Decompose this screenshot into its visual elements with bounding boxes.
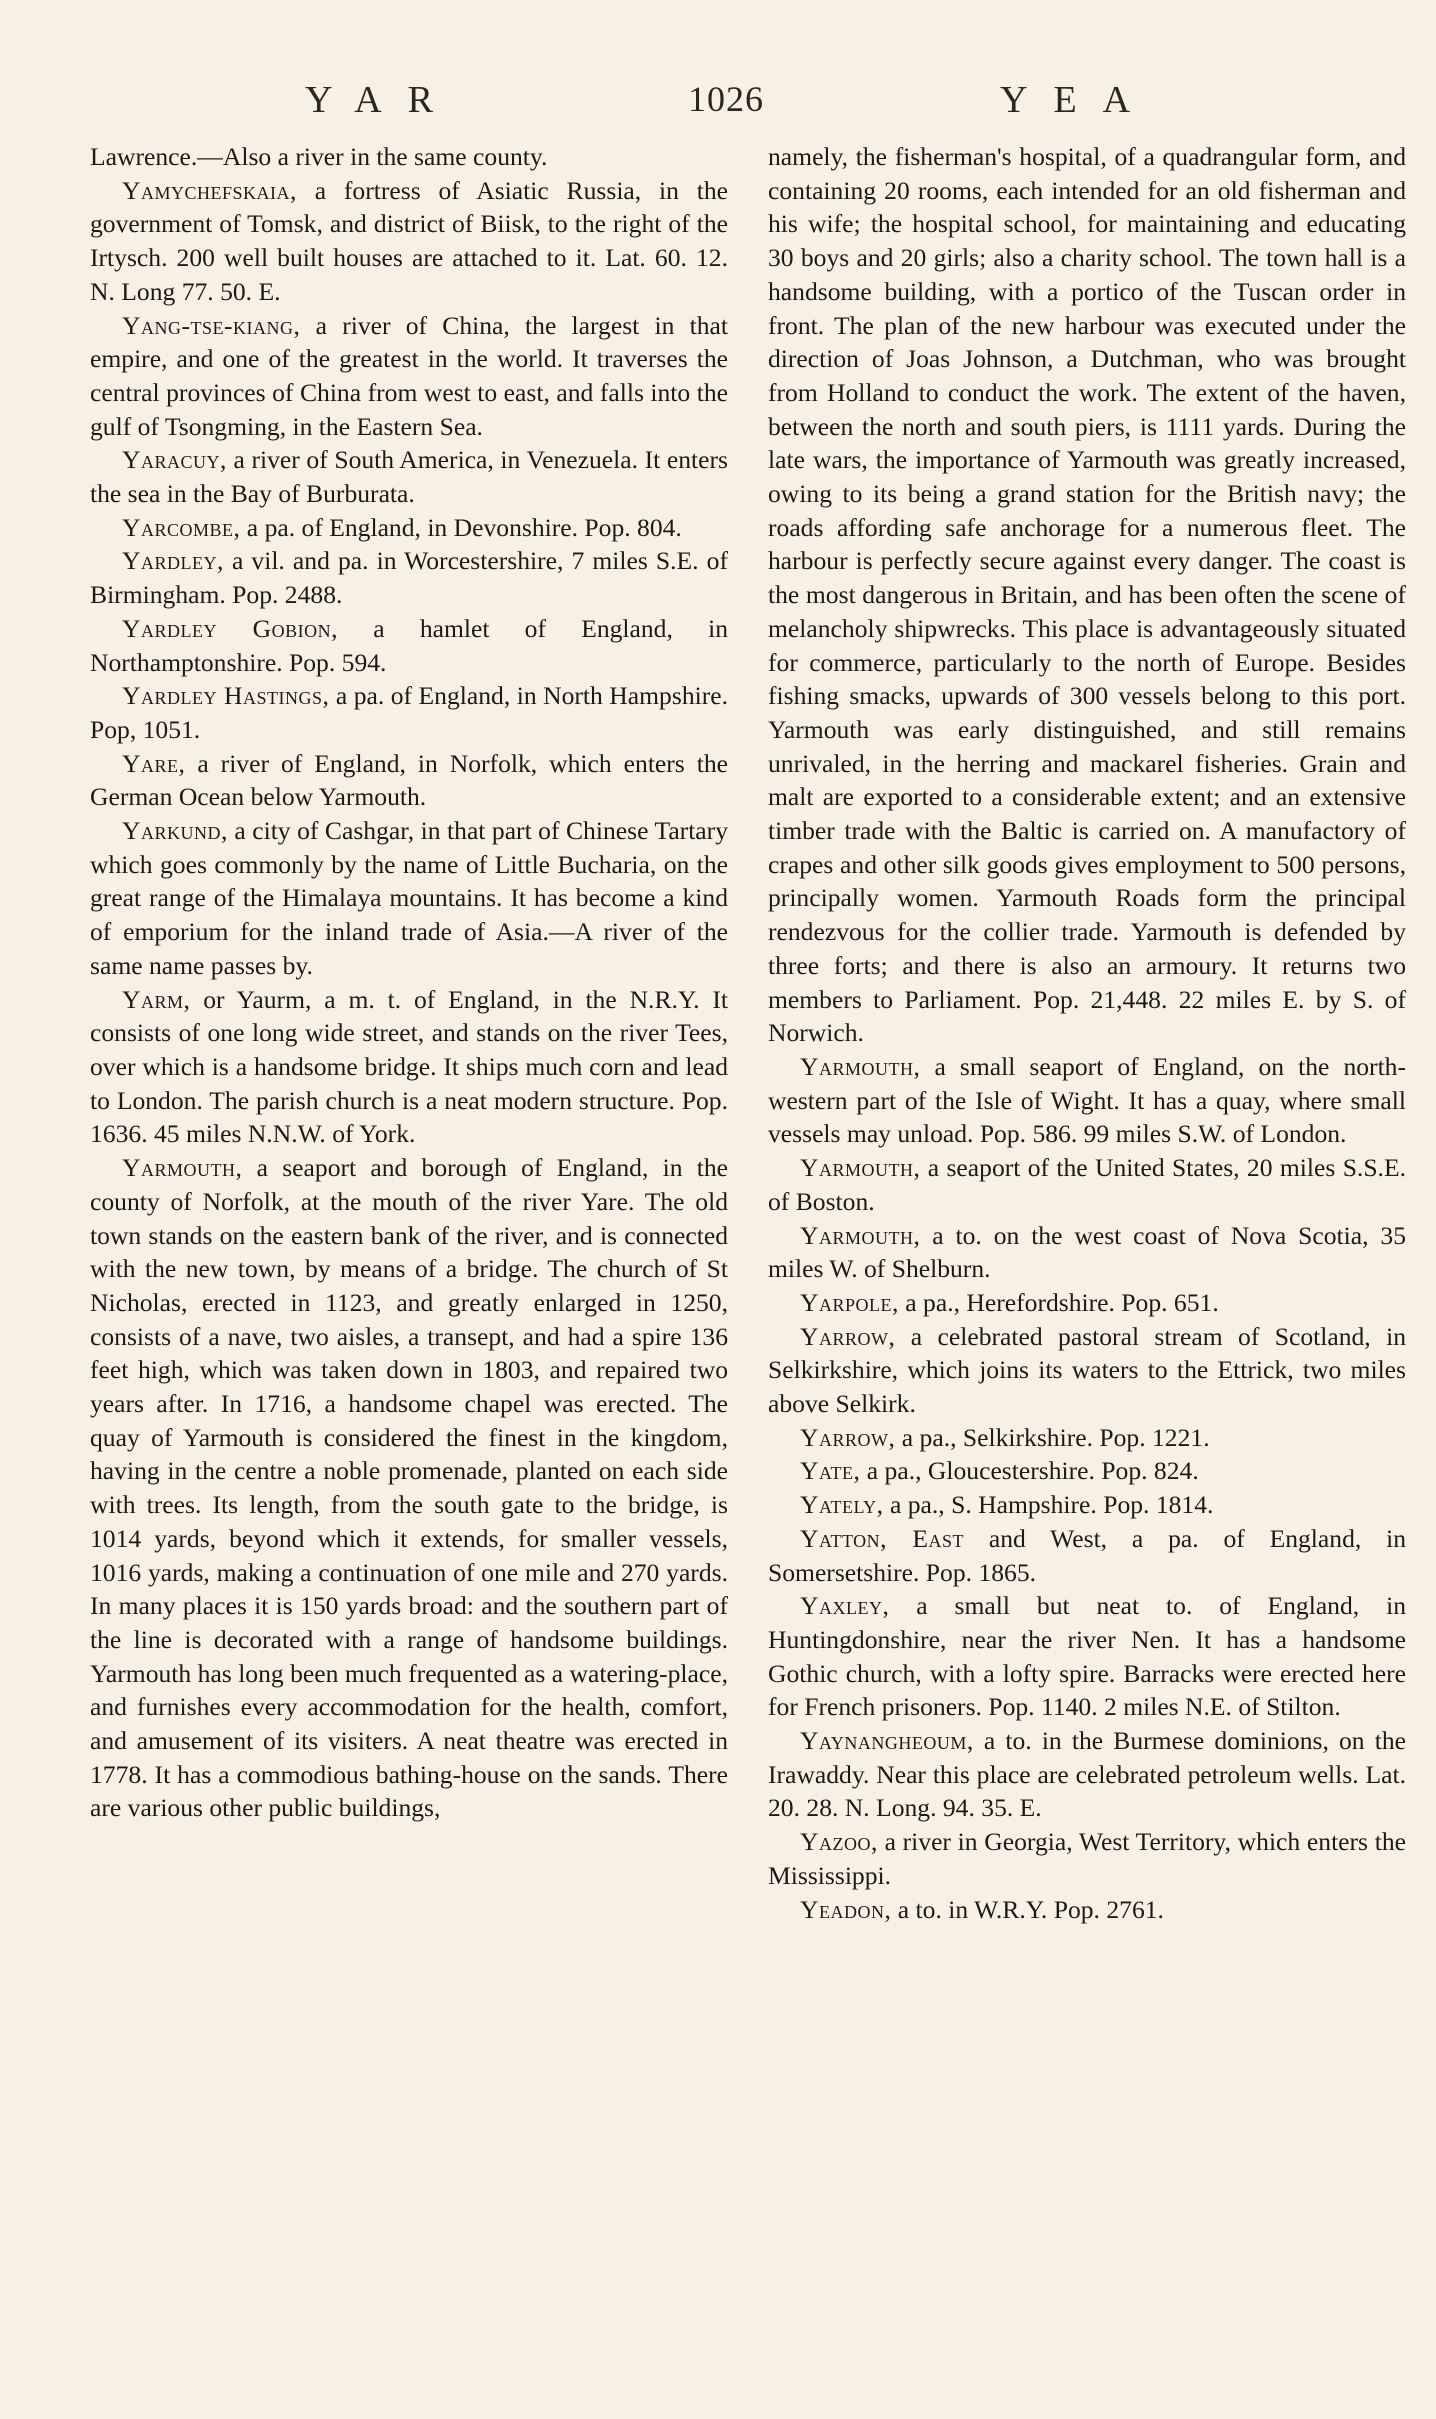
gazetteer-entry (768, 1589, 1406, 1724)
entry-headword: Yatton, East (800, 1523, 965, 1553)
left-column (90, 140, 728, 1825)
entry-text: namely, the fisherman's hospital, of a quadrangular form, and containing 20 rooms, each intended for an old fisherman and his wife; the hospital school, for maintaining and educating 30 boys and 20 girls; also a charity school. The town hall is a handsome building, with a portico of the Tuscan order in front. The plan of the new harbour was executed under the direction of Joas Johnson, a Dutchman, who was brought from Holland to conduct the work. The extent of the haven, between the north and south piers, is 1111 yards. During the late wars, the importance of Yarmouth was greatly increased, owing to its being a grand station for the British navy; the roads affording safe anchorage for a numerous fleet. The harbour is perfectly secure against every danger. The coast is the most dangerous in Britain, and has been often the scene of melancholy shipwrecks. This place is advantageously situated for commerce, particularly to the north of Europe. Besides fishing smacks, upwards of 300 vessels belong to this port. Yarmouth was early distinguished, and still remains unrivaled, in the herring and mackarel fisheries. Grain and malt are exported to a considerable extent; and an extensive timber trade with the Baltic is carried on. A manufactory of crapes and other silk goods gives employment to 500 persons, principally women. Yarmouth Roads form the principal rendezvous for the collier trade. Yarmouth is defended by three forts; and there is also an armoury. It returns two members to Parliament. Pop. 21,448. 22 miles E. by S. of Norwich. (768, 142, 1406, 1048)
entry-text: a pa., Herefordshire. Pop. 651. (898, 1287, 1219, 1317)
gazetteer-entry (768, 1893, 1406, 1927)
entry-headword: Yare, (122, 748, 186, 778)
gazetteer-entry (768, 1421, 1406, 1455)
gazetteer-entry (90, 814, 728, 983)
entry-headword: Yardley Gobion, (122, 613, 339, 643)
entry-text: a city of Cashgar, in that part of Chinese Tartary which goes commonly by the name of Little Bucharia, on the great range of the Himalaya mountains. It has become a kind of emporium for the inland trade of Asia.—A river of the same name passes by. (90, 816, 728, 980)
entry-text: Lawrence.—Also a river in the same county. (90, 142, 548, 171)
entry-text: a pa. of England, in Devonshire. Pop. 804. (240, 512, 682, 542)
running-head (0, 78, 1436, 128)
entry-text: a pa., Gloucestershire. Pop. 824. (860, 1456, 1199, 1486)
gazetteer-entry (90, 679, 728, 746)
gazetteer-entry (768, 1151, 1406, 1218)
gazetteer-entry (768, 1050, 1406, 1151)
entry-headword: Yaracuy, (122, 445, 227, 475)
entry-text: a celebrated pastoral stream of Scotland, in Selkirkshire, which joins its waters to the Ettrick, two miles above Selkirk. (768, 1321, 1406, 1419)
entry-headword: Yarkund, (122, 816, 228, 846)
entry-text: a seaport of the United States, 20 miles S.S.E. of Boston. (768, 1153, 1406, 1216)
entry-text: a pa., S. Hampshire. Pop. 1814. (883, 1490, 1214, 1520)
gazetteer-entry (768, 1825, 1406, 1892)
gazetteer-entry (90, 747, 728, 814)
gazetteer-entry (90, 174, 728, 309)
entry-headword: Yately, (800, 1490, 884, 1520)
gazetteer-entry (90, 309, 728, 444)
entry-headword: Yardley, (122, 546, 224, 576)
entry-headword: Yazoo, (800, 1827, 878, 1857)
gazetteer-entry (768, 1488, 1406, 1522)
gazetteer-entry (90, 612, 728, 679)
entry-text: a small seaport of England, on the north-western part of the Isle of Wight. It has a quay, where small vessels may unload. Pop. 586. 99 miles S.W. of London. (768, 1051, 1406, 1149)
entry-text: a vil. and pa. in Worcestershire, 7 miles S.E. of Birmingham. Pop. 2488. (90, 546, 728, 610)
entry-headword: Yeadon, (800, 1894, 892, 1924)
continued-entry (90, 140, 728, 174)
entry-text: a hamlet of England, in Northamptonshire. Pop. 594. (90, 613, 728, 677)
running-head-right: YEA (1000, 79, 1157, 121)
entry-text: a river of South America, in Venezuela. It enters the sea in the Bay of Burburata. (90, 445, 728, 509)
gazetteer-entry (90, 983, 728, 1152)
entry-headword: Yaynangheoum, (800, 1726, 974, 1756)
gazetteer-entry (90, 544, 728, 611)
page-number: 1026 (688, 79, 764, 119)
entry-text: a river in Georgia, West Territory, which enters the Mississippi. (768, 1827, 1406, 1890)
entry-text: or Yaurm, a m. t. of England, in the N.R.Y. It consists of one long wide street, and stands on the river Tees, over which is a handsome bridge. It ships much corn and lead to London. The parish church is a neat modern structure. Pop. 1636. 45 miles N.N.W. of York. (90, 984, 728, 1149)
entry-headword: Yaxley, (800, 1591, 890, 1621)
right-column (768, 140, 1406, 1926)
entry-headword: Yarmouth, (800, 1051, 921, 1081)
entry-headword: Yarmouth, (800, 1153, 921, 1183)
running-head-left: YAR (305, 79, 460, 121)
entry-text: a river of China, the largest in that empire, and one of the greatest in the world. It traverses the central provinces of China from west to east, and falls into the gulf of Tsongming, in the Eastern Sea. (90, 310, 728, 441)
entry-text: a pa., Selkirkshire. Pop. 1221. (895, 1422, 1210, 1452)
entry-headword: Yarcombe, (122, 512, 241, 542)
gazetteer-entry (768, 1522, 1406, 1589)
gazetteer-entry (768, 1219, 1406, 1286)
entry-headword: Yarrow, (800, 1422, 896, 1452)
gazetteer-entry (90, 443, 728, 510)
gazetteer-entry (768, 1320, 1406, 1421)
entry-text: a fortress of Asiatic Russia, in the government of Tomsk, and district of Biisk, to the right of the Irtysch. 200 well built houses are attached to it. Lat. 60. 12. N. Long 77. 50. E. (90, 175, 728, 306)
entry-headword: Yarmouth, (800, 1220, 921, 1250)
entry-text: a to. in the Burmese dominions, on the Irawaddy. Near this place are celebrated petroleum wells. Lat. 20. 28. N. Long. 94. 35. E. (768, 1726, 1406, 1823)
entry-text: a small but neat to. of England, in Huntingdonshire, near the river Nen. It has a handsome Gothic church, with a lofty spire. Barracks were erected here for French prisoners. Pop. 1140. 2 miles N.E. of Stilton. (768, 1591, 1406, 1722)
entry-headword: Yarrow, (800, 1321, 896, 1351)
entry-text: a to. on the west coast of Nova Scotia, 35 miles W. of Shelburn. (768, 1220, 1406, 1284)
gazetteer-entry (90, 1151, 728, 1825)
entry-headword: Yarpole, (800, 1287, 899, 1317)
entry-headword: Yardley Hastings, (122, 681, 330, 711)
entry-headword: Yamychefskaia, (122, 175, 297, 205)
entry-headword: Yang-tse-kiang, (122, 310, 301, 340)
gazetteer-entry (90, 511, 728, 545)
gazetteer-entry (768, 1724, 1406, 1825)
entry-text: a pa. of England, in North Hampshire. Pop, 1051. (90, 681, 729, 744)
entry-text: and West, a pa. of England, in Somersetshire. Pop. 1865. (768, 1523, 1406, 1587)
continued-entry (768, 140, 1406, 1050)
entry-text: a to. in W.R.Y. Pop. 2761. (891, 1894, 1164, 1924)
entry-headword: Yarm, (122, 984, 191, 1014)
gazetteer-entry (768, 1454, 1406, 1488)
entry-text: a seaport and borough of England, in the county of Norfolk, at the mouth of the river Yare. The old town stands on the eastern bank of the river, and is connected with the new town, by means of a bridge. The church of St Nicholas, erected in 1123, and greatly enlarged in 1250, consists of a nave, two aisles, a transept, and had a spire 136 feet high, which was taken down in 1803, and repaired two years after. In 1716, a handsome chapel was erected. The quay of Yarmouth is considered the finest in the kingdom, having in the centre a noble promenade, planted on each side with trees. Its length, from the south gate to the bridge, is 1014 yards, beyond which it extends, for smaller vessels, 1016 yards, making a continuation of one mile and 270 yards. In many places it is 150 yards broad: and the southern part of the line is decorated with a range of handsome buildings. Yarmouth has long been much frequented as a watering-place, and furnishes every accommodation for the health, comfort, and amusement of its visiters. A neat theatre was erected in 1778. It has a commodious bathing-house on the sands. There are various other public buildings, (90, 1153, 728, 1823)
entry-headword: Yate, (800, 1456, 861, 1486)
entry-text: a river of England, in Norfolk, which enters the German Ocean below Yarmouth. (90, 748, 728, 812)
gazetteer-entry (768, 1286, 1406, 1320)
entry-headword: Yarmouth, (122, 1153, 243, 1183)
